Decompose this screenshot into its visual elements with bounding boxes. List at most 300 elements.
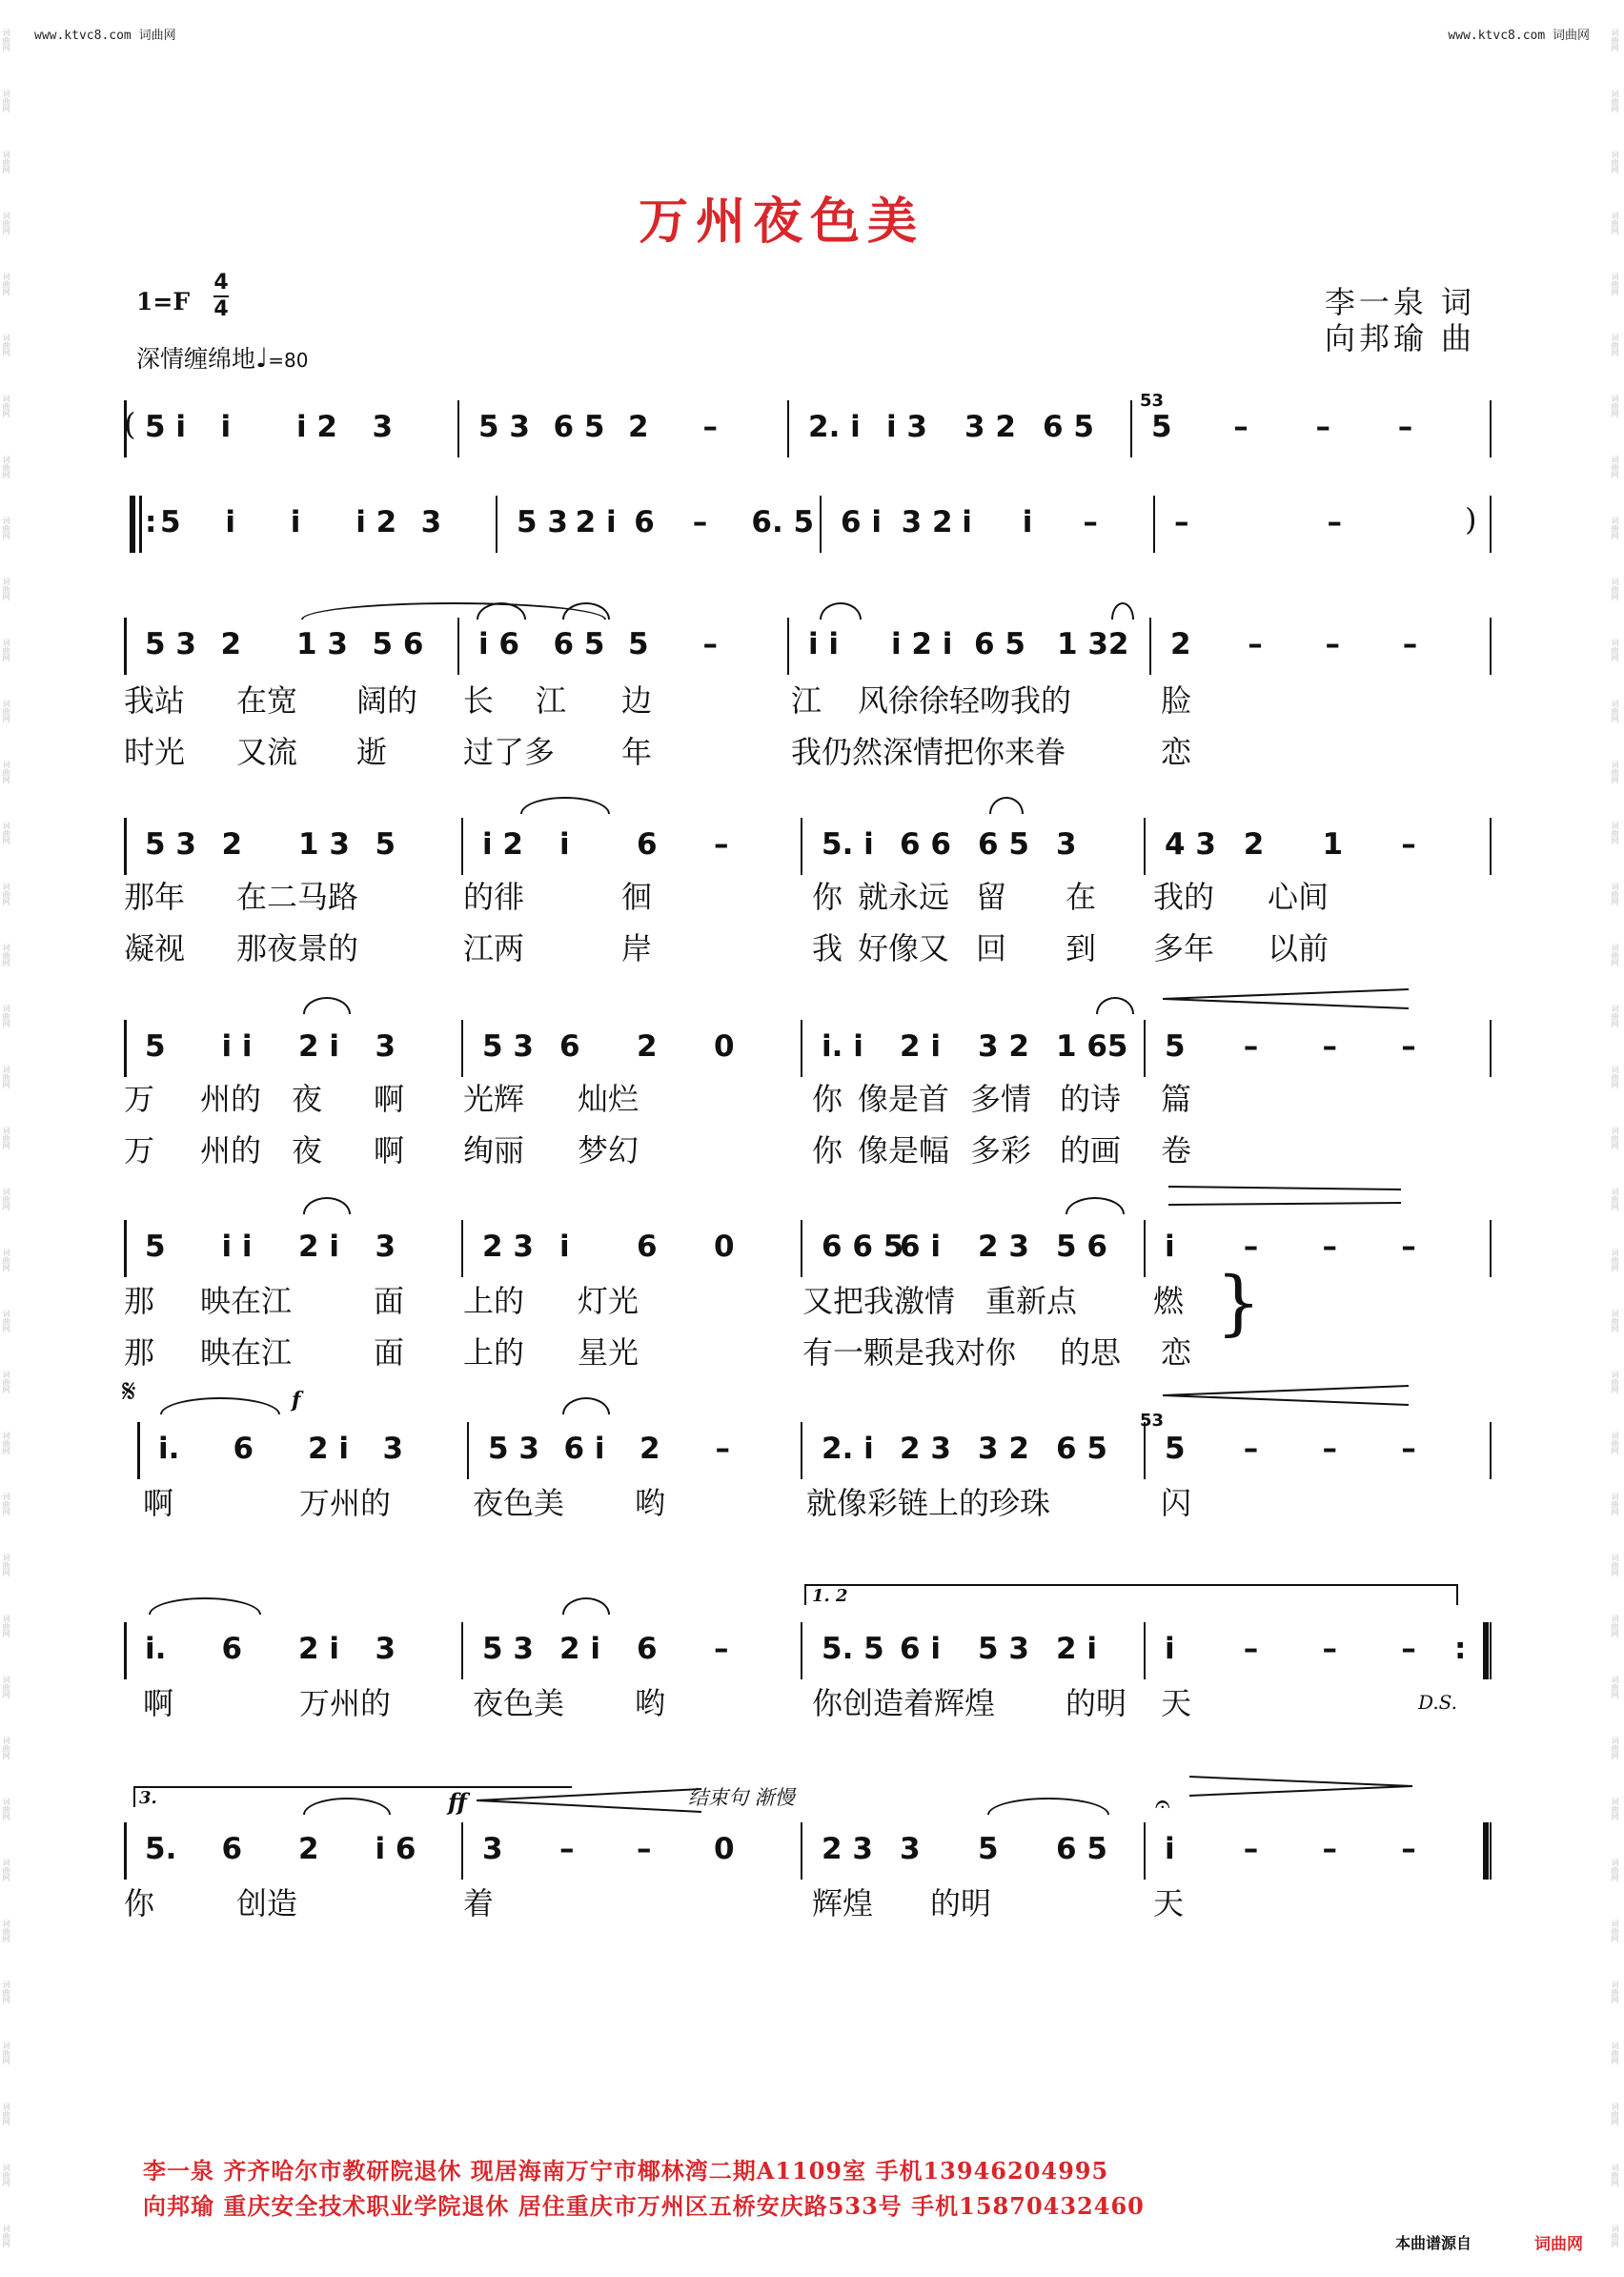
dash-note: – (1401, 1832, 1416, 1866)
dash-note: – (1243, 1832, 1259, 1866)
jianpu-note: i (1022, 505, 1033, 539)
jianpu-note: 0 (714, 1832, 735, 1866)
jianpu-note: 3 (375, 1632, 396, 1666)
watermark-text: 词曲网 (2, 1981, 10, 2003)
bar-line (461, 1020, 463, 1077)
jianpu-note: i (290, 505, 301, 539)
lyric-word: 阔的 (356, 682, 418, 719)
tempo-mood: 深情缠绵地 (136, 345, 256, 373)
watermark-text: 词曲网 (1611, 334, 1619, 356)
jianpu-note: 5 (978, 1832, 999, 1866)
bar-line (801, 818, 802, 875)
watermark-text: 词曲网 (1611, 90, 1619, 112)
lyric-word: 过了多 (463, 734, 556, 770)
watermark-text: 词曲网 (2, 151, 10, 173)
tempo-marking (136, 340, 308, 375)
jianpu-note: 2 i (298, 1632, 339, 1666)
watermark-text: 词曲网 (2, 944, 10, 966)
volta-1-bracket (804, 1584, 1458, 1605)
intro-open-paren: ( (124, 406, 136, 442)
lyric-line-s6-v1 (0, 1277, 1372, 1317)
lyric-line-s9-v1 (0, 1880, 1372, 1920)
bar-line (1490, 1622, 1492, 1679)
header-site-right[interactable]: www.ktvc8.com 词曲网 (1448, 29, 1590, 43)
lyric-word: 哟 (635, 1685, 666, 1721)
lyric-word: 凝视 (124, 930, 186, 966)
watermark-text: 词曲网 (1611, 1249, 1619, 1271)
watermark-text: 词曲网 (1611, 517, 1619, 539)
watermark-text: 词曲网 (2, 1920, 10, 1942)
watermark-text: 词曲网 (1611, 1615, 1619, 1637)
dash-note: – (1327, 505, 1342, 539)
dash-note: – (1322, 1632, 1337, 1666)
lyric-word: 啊 (143, 1485, 174, 1521)
jianpu-note: 6 5 (974, 627, 1025, 661)
lyric-word: 到 (1066, 930, 1097, 966)
slur-arc (1096, 997, 1134, 1014)
slur-arc (149, 1597, 261, 1615)
slur-arc (562, 602, 610, 620)
lyric-word: 绚丽 (463, 1132, 525, 1169)
slur-arc (301, 602, 606, 620)
bar-line (1490, 1020, 1492, 1077)
dash-note: – (559, 1832, 575, 1866)
lyric-word: 就像彩链上的珍珠 (806, 1485, 1051, 1521)
grace-note-2: 53 (1140, 1411, 1165, 1431)
bar-line (1144, 1422, 1146, 1479)
jianpu-note: 5 (145, 1029, 166, 1064)
slur-arc (1066, 1197, 1125, 1214)
lyric-word: 上的 (463, 1283, 525, 1319)
jianpu-note: 6 6 (900, 827, 951, 862)
jianpu-note: 2. i (822, 1432, 874, 1466)
jianpu-note: i 6 (478, 627, 519, 661)
jianpu-note: i (559, 827, 570, 862)
jianpu-note: 5 (628, 627, 649, 661)
jianpu-note: 5 (375, 827, 396, 862)
watermark-text: 词曲网 (2, 212, 10, 234)
watermark-text: 词曲网 (1611, 273, 1619, 295)
header-site-left[interactable]: www.ktvc8.com 词曲网 (34, 29, 176, 43)
dash-note: – (1243, 1230, 1259, 1264)
footer-credit-composer: 向邦瑜 重庆安全技术职业学院退休 居住重庆市万州区五桥安庆路533号 手机15870432460 (143, 2192, 1145, 2220)
lyric-word: 多情 (970, 1081, 1032, 1117)
lyric-word: 我的 (1153, 879, 1215, 915)
lyric-line-s5-v1 (0, 1075, 1372, 1115)
jianpu-note: i (1165, 1632, 1175, 1666)
jianpu-note: 5 (1165, 1029, 1186, 1064)
watermark-text: 词曲网 (1611, 1005, 1619, 1027)
jianpu-note: i i (221, 1029, 253, 1064)
jianpu-note: 2 (298, 1832, 319, 1866)
dash-note: – (702, 410, 718, 444)
dash-note: – (702, 627, 718, 661)
bar-line (1490, 400, 1492, 457)
lyric-word: 那 (124, 1334, 155, 1371)
dash-note: – (1174, 505, 1189, 539)
bar-line (1130, 400, 1132, 457)
dash-note: – (1243, 1632, 1259, 1666)
jianpu-note: 6. 5 (751, 505, 815, 539)
lyric-word: 万州的 (299, 1485, 392, 1521)
jianpu-note: 1 3 (296, 627, 348, 661)
repeat-dots: : (145, 505, 157, 539)
jianpu-note: 6 i (900, 1632, 941, 1666)
jianpu-note: 3 (900, 1832, 921, 1866)
bar-line (1490, 1220, 1492, 1277)
watermark-text: 词曲网 (2, 2042, 10, 2064)
jianpu-note: i i (808, 627, 840, 661)
watermark-text: 词曲网 (1611, 761, 1619, 783)
right-watermark-strip (1609, 0, 1624, 2277)
dash-note: – (1401, 827, 1416, 862)
lyric-word: 上的 (463, 1334, 525, 1371)
jianpu-note: 5 3 (482, 1632, 534, 1666)
bar-line (139, 496, 142, 553)
watermark-text: 词曲网 (2, 2164, 10, 2186)
watermark-text: 词曲网 (2, 334, 10, 356)
lyric-word: 辉煌 (812, 1885, 874, 1921)
lyric-word: 年 (621, 734, 653, 770)
bar-line (1144, 1822, 1146, 1880)
bar-line (124, 1822, 127, 1880)
dash-note: – (1401, 1230, 1416, 1264)
repeat-end-dots: : (1454, 1632, 1467, 1666)
jianpu-note: i (962, 505, 972, 539)
lyric-word: 逝 (356, 734, 388, 770)
jianpu-note: 5 3 (517, 505, 568, 539)
jianpu-note: 6 5 (1056, 1832, 1107, 1866)
lyric-line-s7-v1 (0, 1479, 1372, 1519)
lyric-word: 我 (812, 930, 843, 966)
jianpu-note: 2. i (808, 410, 861, 444)
segno-icon: 𝄋 (122, 1372, 136, 1411)
watermark-text: 词曲网 (2, 1554, 10, 1576)
jianpu-note: 6 5 (553, 410, 605, 444)
watermark-text: 词曲网 (1611, 822, 1619, 844)
watermark-text: 词曲网 (1611, 2164, 1619, 2186)
lyric-word: 我仍然深情把你来眷 (791, 734, 1066, 770)
watermark-text: 词曲网 (2, 1371, 10, 1393)
lyric-word: 多彩 (970, 1132, 1032, 1169)
jianpu-note: 1 (1322, 827, 1344, 862)
jianpu-note: 2 (1170, 627, 1191, 661)
bar-line (1153, 496, 1155, 553)
source-label: 本曲谱源自 (1395, 2234, 1472, 2252)
lyric-word: 在二马路 (236, 879, 359, 915)
watermark-text: 词曲网 (1611, 212, 1619, 234)
grace-note-1: 53 (1140, 391, 1165, 411)
final-bar (1483, 1822, 1489, 1880)
jianpu-note: 5 3 (482, 1029, 534, 1064)
lyric-line-s4-v2 (0, 925, 1372, 965)
lyric-word: 风徐徐轻吻我的 (858, 682, 1072, 719)
bar-line (461, 1622, 463, 1679)
bar-line (801, 1822, 802, 1880)
lyric-word: 啊 (374, 1081, 405, 1117)
jianpu-note: 3 2 (978, 1432, 1029, 1466)
lyric-word: 州的 (200, 1081, 262, 1117)
lyric-word: 边 (621, 682, 653, 719)
jianpu-note: 0 (714, 1029, 735, 1064)
lyric-word: 哟 (635, 1485, 666, 1521)
dash-note: – (1315, 410, 1330, 444)
watermark-text: 词曲网 (2, 883, 10, 905)
dash-note: – (1401, 1029, 1416, 1064)
jianpu-note: 6 5 (1043, 410, 1094, 444)
lyric-word: 岸 (621, 930, 653, 966)
decrescendo-hairpin-2 (1168, 1186, 1403, 1207)
lyric-word: 创造 (236, 1885, 298, 1921)
watermark-text: 词曲网 (2, 822, 10, 844)
lyric-word: 映在江 (200, 1334, 293, 1371)
jianpu-note: 3 (372, 410, 394, 444)
lyric-word: 就永远 (858, 879, 950, 915)
watermark-text: 词曲网 (1611, 1188, 1619, 1210)
brand-link[interactable]: 词曲网 (1534, 2235, 1583, 2254)
dash-note: – (1401, 1432, 1416, 1466)
jianpu-note: 2 3 (482, 1230, 534, 1264)
watermark-text: 词曲网 (1611, 456, 1619, 478)
jianpu-note: i (220, 410, 232, 444)
key-signature: 1=F (136, 288, 191, 315)
bar-line (1490, 818, 1492, 875)
jianpu-note: 2 (628, 410, 649, 444)
lyric-word: 恋 (1161, 734, 1192, 770)
quarter-note-icon: ♩ (255, 342, 269, 374)
jianpu-note: 2 i (575, 505, 617, 539)
footer-credit-lyricist: 李一泉 齐齐哈尔市教研院退休 现居海南万宁市椰林湾二期A1109室 手机13946204995 (143, 2157, 1109, 2185)
jianpu-note: i (559, 1230, 570, 1264)
lyric-word: 啊 (374, 1132, 405, 1169)
jianpu-note: 6 (637, 1230, 658, 1264)
lyric-word: 万 (124, 1132, 155, 1169)
slur-arc (303, 997, 351, 1014)
watermark-text: 词曲网 (2, 761, 10, 783)
watermark-text: 词曲网 (1611, 1554, 1619, 1576)
lyric-line-s3-v2 (0, 728, 1372, 768)
lyricist-credit: 李一泉 词 (1324, 284, 1475, 320)
song-title: 万州夜色美 (638, 193, 924, 251)
jianpu-note: 2 i (900, 1029, 941, 1064)
watermark-text: 词曲网 (1611, 700, 1619, 722)
watermark-text: 词曲网 (2, 1676, 10, 1698)
lyric-word: 回 (976, 930, 1007, 966)
lyric-word: 卷 (1161, 1132, 1192, 1169)
bar-line (496, 496, 497, 553)
lyric-word: 长 (463, 682, 495, 719)
lyric-word: 的明 (930, 1885, 992, 1921)
dash-note: – (1243, 1432, 1259, 1466)
dash-note: – (714, 1632, 729, 1666)
jianpu-note: 3 (1056, 827, 1077, 862)
dash-note: – (1322, 1230, 1337, 1264)
jianpu-note: 5 (1165, 1432, 1186, 1466)
lyric-word: 那 (124, 1283, 155, 1319)
jianpu-note: 2 i (298, 1029, 339, 1064)
watermark-text: 词曲网 (2, 90, 10, 112)
bar-line (124, 818, 127, 875)
staff-system-2 (124, 503, 1491, 564)
jianpu-note: 5. (145, 1832, 177, 1866)
lyric-word: 闪 (1161, 1485, 1192, 1521)
jianpu-note: i 2 i (891, 627, 953, 661)
bar-line (801, 1220, 802, 1277)
jianpu-note: 5 3 (478, 410, 530, 444)
jianpu-note: 3 (375, 1029, 396, 1064)
jianpu-note: 6 6 5 (822, 1230, 904, 1264)
jianpu-note: 3 (382, 1432, 404, 1466)
jianpu-note: 2 3 (900, 1432, 951, 1466)
time-signature: 4 4 (213, 271, 229, 321)
lyric-line-s6-v2 (0, 1329, 1372, 1369)
lyric-word: 的诗 (1060, 1081, 1122, 1117)
slur-arc (303, 1197, 351, 1214)
watermark-text: 词曲网 (2, 2103, 10, 2125)
lyric-word: 那年 (124, 879, 186, 915)
lyric-word: 以前 (1268, 930, 1330, 966)
bar-line (457, 400, 459, 457)
jianpu-note: i. i (822, 1029, 863, 1064)
jianpu-note: 2 3 (822, 1832, 873, 1866)
bar-line (787, 618, 789, 675)
bar-line (137, 1422, 140, 1479)
watermark-text: 词曲网 (2, 2225, 10, 2247)
watermark-text: 词曲网 (1611, 2225, 1619, 2247)
lyric-line-s5-v2 (0, 1127, 1372, 1167)
jianpu-note: 5 3 (488, 1432, 539, 1466)
jianpu-note: i 6 (375, 1832, 416, 1866)
watermark-text: 词曲网 (1611, 151, 1619, 173)
jianpu-note: 5 3 (978, 1632, 1029, 1666)
jianpu-note: 3 2 (964, 410, 1016, 444)
lyric-word: 万 (124, 1081, 155, 1117)
watermark-text: 词曲网 (1611, 883, 1619, 905)
lyric-word: 的思 (1060, 1334, 1122, 1371)
jianpu-note: 2 i (298, 1230, 339, 1264)
watermark-text: 词曲网 (1611, 1066, 1619, 1088)
lyric-word: 面 (374, 1334, 405, 1371)
jianpu-note: 6 (637, 1632, 658, 1666)
watermark-text: 词曲网 (1611, 1859, 1619, 1881)
watermark-text: 词曲网 (1611, 944, 1619, 966)
dash-note: – (715, 1432, 730, 1466)
watermark-text: 词曲网 (2, 1615, 10, 1637)
jianpu-note: i. (158, 1432, 180, 1466)
bar-line (124, 618, 127, 675)
bar-line (124, 1020, 127, 1077)
dash-note: – (1243, 1029, 1259, 1064)
lyric-word: 夜色美 (473, 1685, 565, 1721)
volta-3-label: 3. (139, 1788, 157, 1808)
watermark-text: 词曲网 (1611, 1371, 1619, 1393)
lyric-word: 我站 (124, 682, 186, 719)
slur-arc (562, 1397, 610, 1414)
slur-arc (160, 1397, 280, 1414)
jianpu-note: 2 3 (978, 1230, 1029, 1264)
dash-note: – (1322, 1029, 1337, 1064)
jianpu-note: 5 (1151, 410, 1172, 444)
lyric-word: 梦幻 (578, 1132, 639, 1169)
jianpu-note: 5. 5 (822, 1632, 884, 1666)
jianpu-note: i 2 (355, 505, 397, 539)
watermark-text: 词曲网 (2, 1249, 10, 1271)
lyric-word: 天 (1153, 1885, 1185, 1921)
dash-note: – (1401, 1632, 1416, 1666)
jianpu-note: 6 i (900, 1230, 941, 1264)
lyric-word: 着 (463, 1885, 495, 1921)
lyric-word: 时光 (124, 734, 186, 770)
lyric-line-s8-v1 (0, 1679, 1372, 1719)
jianpu-note: 2 (221, 827, 243, 862)
dash-note: – (1397, 410, 1413, 444)
slur-arc (989, 797, 1024, 814)
jianpu-note: i i (221, 1230, 253, 1264)
jianpu-note: 2 i (559, 1632, 600, 1666)
jianpu-note: 6 5 (1056, 1432, 1107, 1466)
lyric-word: 你 (812, 879, 843, 915)
lyric-word: 江 (791, 682, 822, 719)
dash-note: – (1325, 627, 1340, 661)
lyric-word: 在宽 (236, 682, 298, 719)
fermata-icon: 𝄐 (1155, 1788, 1170, 1820)
jianpu-note: 2 (220, 627, 242, 661)
watermark-text: 词曲网 (1611, 1798, 1619, 1820)
slur-arc (1111, 602, 1134, 620)
jianpu-note: i 2 (296, 410, 337, 444)
lyric-word: 的画 (1060, 1132, 1122, 1169)
lyric-word: 又流 (236, 734, 298, 770)
lyric-word: 像是首 (858, 1081, 950, 1117)
bar-line (1490, 1822, 1492, 1880)
bar-line (457, 618, 459, 675)
jianpu-note: 1 32 (1057, 627, 1129, 661)
watermark-text: 词曲网 (1611, 2042, 1619, 2064)
lyric-word: 脸 (1161, 682, 1192, 719)
watermark-text: 词曲网 (1611, 639, 1619, 661)
bar-line (820, 496, 822, 553)
jianpu-note: 5 6 (372, 627, 424, 661)
watermark-text: 词曲网 (1611, 2103, 1619, 2125)
dash-note: – (692, 505, 708, 539)
lyric-word: 州的 (200, 1132, 262, 1169)
jianpu-note: 3 2 (901, 505, 953, 539)
bar-line (1490, 496, 1492, 553)
jianpu-note: 2 (637, 1029, 658, 1064)
bar-line (467, 1422, 469, 1479)
lyric-word: 灿烂 (578, 1081, 639, 1117)
lyric-word: 的徘 (463, 879, 525, 915)
fortissimo-mark: ff (448, 1788, 467, 1816)
lyric-word: 映在江 (200, 1283, 293, 1319)
jianpu-note: 5 6 (1056, 1230, 1107, 1264)
jianpu-note: 2 (1243, 827, 1265, 862)
jianpu-note: 6 (637, 827, 658, 862)
lyric-word: 多年 (1153, 930, 1215, 966)
jianpu-note: 6 (233, 1432, 254, 1466)
lyric-word: 像是幅 (858, 1132, 950, 1169)
ending-instruction: 结束句 渐慢 (688, 1786, 795, 1809)
lyric-word: 那夜景的 (236, 930, 359, 966)
bar-line (461, 1220, 463, 1277)
bar-line (1490, 1422, 1492, 1479)
watermark-text: 词曲网 (1611, 578, 1619, 600)
bar-line (124, 1622, 127, 1679)
dash-note: – (1322, 1832, 1337, 1866)
jianpu-note: i (225, 505, 236, 539)
lyric-word: 夜 (292, 1132, 323, 1169)
watermark-text: 词曲网 (1611, 29, 1619, 51)
